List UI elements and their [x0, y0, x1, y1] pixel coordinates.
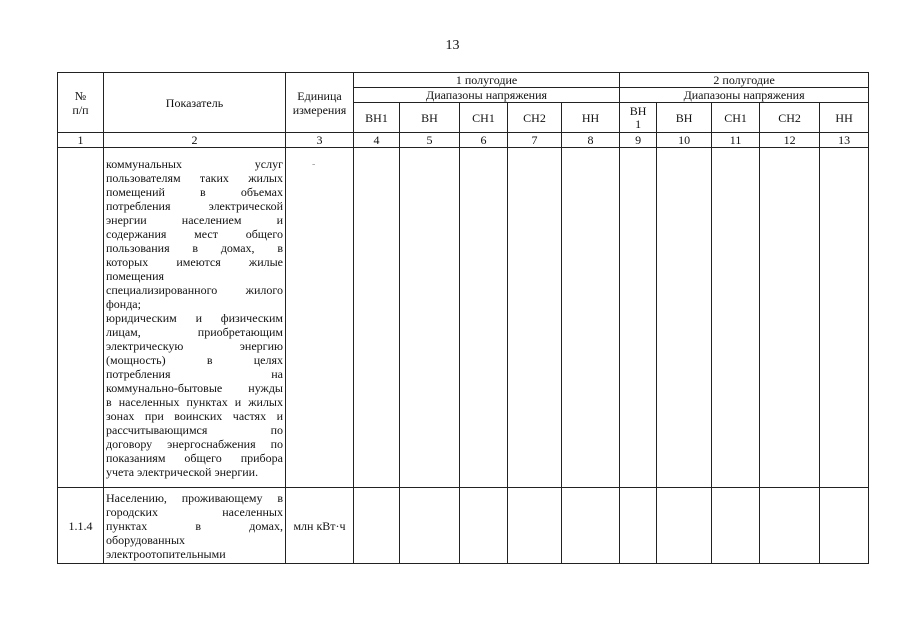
row-indicator-text: [104, 488, 286, 564]
col-number: 4: [354, 133, 400, 148]
indicators-table: [57, 72, 869, 564]
value-cell: [354, 488, 400, 564]
row-unit-mark: -: [312, 159, 316, 170]
row-unit-value: млн кВт·ч: [293, 518, 346, 533]
indicator-line: юридическим и физическим: [106, 310, 283, 325]
row-indicator-text: [104, 148, 286, 488]
value-cell: [657, 488, 712, 564]
header-h2-vh1: [620, 103, 657, 133]
header-h2-vh: ВН: [657, 103, 712, 133]
header-half2: 2 полугодие: [620, 73, 869, 88]
indicator-line: коммунальных услуг: [106, 156, 283, 171]
col-number: 8: [562, 133, 620, 148]
indicator-line: помещения: [106, 268, 165, 283]
value-cell: [712, 148, 760, 488]
value-cell: [508, 488, 562, 564]
indicator-line: оборудованных: [106, 532, 186, 547]
indicator-line: содержания мест общего: [106, 226, 283, 241]
value-cell: [562, 148, 620, 488]
indicator-line: специализированного жилого: [106, 282, 283, 297]
indicator-line: энергии населением и: [106, 212, 283, 227]
indicator-line: пользования в домах, в: [106, 240, 283, 255]
indicator-line: показаниям общего прибора: [106, 450, 283, 465]
indicator-line: договору энергоснабжения по: [106, 436, 283, 451]
indicator-line: зонах при воинских частях и: [106, 408, 283, 423]
col-number: 5: [400, 133, 460, 148]
value-cell: [460, 488, 508, 564]
indicator-line: электрическую энергию: [106, 338, 283, 353]
value-cell: [400, 148, 460, 488]
col-number: 10: [657, 133, 712, 148]
col-number: 9: [620, 133, 657, 148]
value-cell: [508, 148, 562, 488]
header-col-indicator: Показатель: [104, 73, 286, 133]
value-cell: [400, 488, 460, 564]
table-row: [58, 148, 869, 488]
value-cell: [620, 488, 657, 564]
value-cell: [562, 488, 620, 564]
value-cell: [820, 148, 869, 488]
indicator-line: Населению, проживающему в: [106, 490, 283, 505]
indicator-line: учета электрической энергии.: [106, 464, 259, 479]
col-number: 2: [104, 133, 286, 148]
col-number: 12: [760, 133, 820, 148]
indicator-line: пользователям таких жилых: [106, 170, 283, 185]
row-id: 1.1.4: [58, 488, 104, 564]
table-row: [58, 488, 869, 564]
row-unit: [286, 488, 354, 564]
header-h1-sn2: СН2: [508, 103, 562, 133]
indicator-line: помещений в объемах: [106, 184, 283, 199]
value-cell: [712, 488, 760, 564]
indicator-line: потребления на: [106, 366, 283, 381]
value-cell: [760, 488, 820, 564]
header-h1-nn: НН: [562, 103, 620, 133]
col-number: 13: [820, 133, 869, 148]
value-cell: [760, 148, 820, 488]
header-h1-vh: ВН: [400, 103, 460, 133]
col-number: 1: [58, 133, 104, 148]
header-h1-sn1: СН1: [460, 103, 508, 133]
indicator-line: (мощность) в целях: [106, 352, 283, 367]
column-number-row: [58, 133, 869, 148]
page-number: 13: [445, 38, 460, 53]
header-h2-vh1-label: ВН 1: [629, 103, 647, 131]
indicator-line: лицам, приобретающим: [106, 324, 283, 339]
indicator-line: которых имеются жилые: [106, 254, 283, 269]
value-cell: [657, 148, 712, 488]
col-number: 11: [712, 133, 760, 148]
header-h1-vh1: ВН1: [354, 103, 400, 133]
value-cell: [460, 148, 508, 488]
value-cell: [820, 488, 869, 564]
indicator-line: фонда;: [106, 296, 141, 311]
indicator-line: в населенных пунктах и жилых: [106, 394, 283, 409]
header-half1: 1 полугодие: [354, 73, 620, 88]
header-h2-nn: НН: [820, 103, 869, 133]
header-voltage-ranges-1: Диапазоны напряжения: [354, 88, 620, 103]
value-cell: [354, 148, 400, 488]
row-id: [58, 148, 104, 488]
value-cell: [620, 148, 657, 488]
indicator-line: электроотопительными: [106, 546, 226, 561]
col-number: 7: [508, 133, 562, 148]
indicator-line: потребления электрической: [106, 198, 283, 213]
header-col-number: № п/п: [58, 73, 104, 133]
indicator-line: коммунально-бытовые нужды: [106, 380, 283, 395]
indicator-line: пунктах в домах,: [106, 518, 283, 533]
header-col-unit: Единица измерения: [286, 73, 354, 133]
col-number: 3: [286, 133, 354, 148]
indicator-line: рассчитывающимся по: [106, 422, 283, 437]
row-unit: [286, 148, 354, 488]
col-number: 6: [460, 133, 508, 148]
header-voltage-ranges-2: Диапазоны напряжения: [620, 88, 869, 103]
header-h2-sn2: СН2: [760, 103, 820, 133]
header-h2-sn1: СН1: [712, 103, 760, 133]
indicator-line: городских населенных: [106, 504, 283, 519]
